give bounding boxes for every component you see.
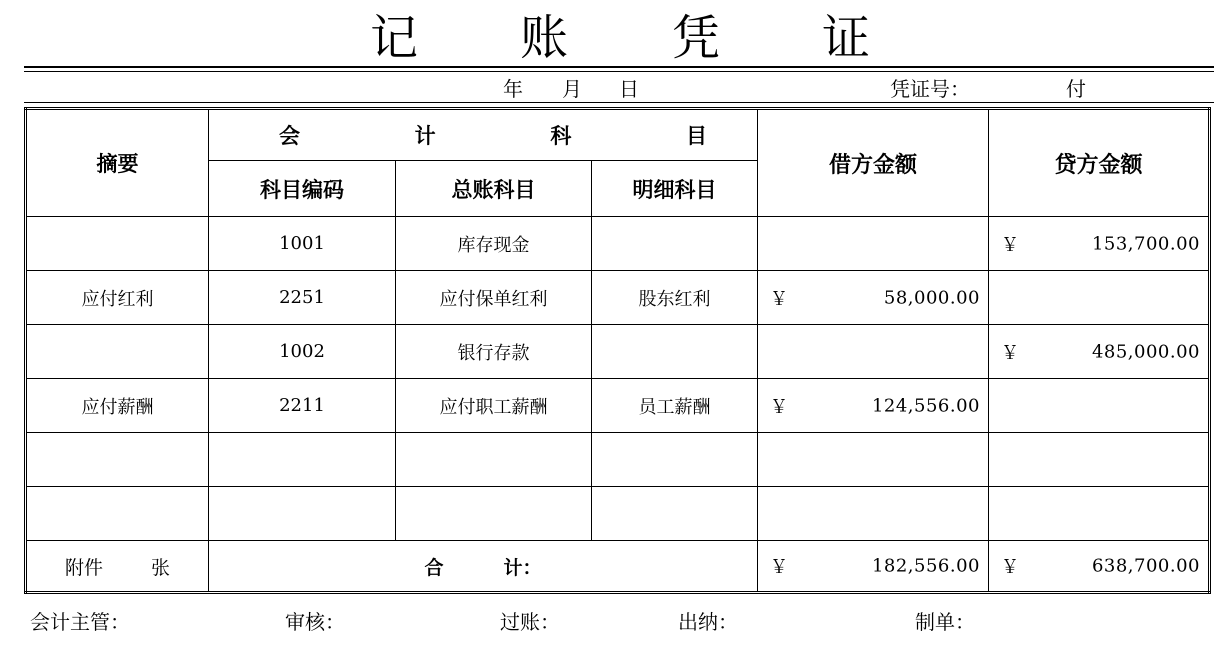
total-label xyxy=(209,541,758,593)
attachments-unit: 张 xyxy=(151,556,171,579)
voucher-type: 付 xyxy=(1066,77,1086,101)
cell-detail xyxy=(592,433,758,487)
cell-credit xyxy=(989,325,1210,379)
cell-debit xyxy=(758,379,989,433)
table-row xyxy=(26,271,1210,325)
header-summary: 摘要 xyxy=(26,109,209,217)
cell-code: 1001 xyxy=(209,217,396,271)
header-debit: 借方金额 xyxy=(758,109,989,217)
cell-general xyxy=(396,433,592,487)
cell-summary xyxy=(26,217,209,271)
date-year: 年 xyxy=(503,77,523,101)
cell-detail xyxy=(592,487,758,541)
yen-sign: ￥ xyxy=(770,557,788,578)
cell-credit xyxy=(989,217,1210,271)
table-row xyxy=(26,487,1210,541)
credit-amount: 485,000.00 xyxy=(1091,341,1200,362)
cell-debit xyxy=(758,217,989,271)
cell-general: 应付保单红利 xyxy=(396,271,592,325)
yen-sign: ￥ xyxy=(1001,557,1019,578)
cell-summary xyxy=(26,433,209,487)
cell-code: 2251 xyxy=(209,271,396,325)
date-month: 月 xyxy=(562,77,582,101)
cell-code xyxy=(209,433,396,487)
cell-summary: 应付薪酬 xyxy=(26,379,209,433)
header-account-group xyxy=(209,109,758,161)
sign-review: 审核： xyxy=(285,610,345,634)
total-credit xyxy=(989,541,1210,593)
attachments-label: 附件 xyxy=(64,556,103,579)
table-row xyxy=(26,325,1210,379)
debit-amount: 124,556.00 xyxy=(871,395,980,416)
header-detail: 明细科目 xyxy=(592,161,758,217)
cell-credit xyxy=(989,433,1210,487)
cell-credit xyxy=(989,379,1210,433)
yen-sign: ￥ xyxy=(770,396,788,418)
cell-detail xyxy=(592,325,758,379)
sign-cashier: 出纳： xyxy=(678,610,738,634)
cell-code xyxy=(209,487,396,541)
voucher-title xyxy=(0,8,1229,68)
header-general: 总账科目 xyxy=(396,161,592,217)
cell-summary xyxy=(26,487,209,541)
total-label-a: 合 xyxy=(424,556,444,579)
header-account-char: 会 xyxy=(279,124,300,148)
cell-general: 应付职工薪酬 xyxy=(396,379,592,433)
header-account-char: 计 xyxy=(414,124,436,148)
title-char: 账 xyxy=(520,10,569,66)
header-account-char: 科 xyxy=(550,124,572,148)
credit-total-amount: 638,700.00 xyxy=(1091,555,1200,577)
cell-code: 1002 xyxy=(209,325,396,379)
cell-code: 2211 xyxy=(209,379,396,433)
totals-row xyxy=(26,541,1210,593)
table-row xyxy=(26,433,1210,487)
cell-debit xyxy=(758,325,989,379)
yen-sign: ￥ xyxy=(770,288,788,310)
cell-credit xyxy=(989,487,1210,541)
title-char: 凭 xyxy=(672,10,721,66)
cell-detail: 股东红利 xyxy=(592,271,758,325)
table-row xyxy=(26,379,1210,433)
cell-detail xyxy=(592,217,758,271)
yen-sign: ￥ xyxy=(1001,342,1019,364)
cell-detail: 员工薪酬 xyxy=(592,379,758,433)
title-char: 证 xyxy=(822,10,871,66)
debit-total-amount: 182,556.00 xyxy=(871,555,980,577)
total-debit xyxy=(758,541,989,593)
yen-sign: ￥ xyxy=(1001,234,1019,256)
sign-posting: 过账： xyxy=(500,610,560,634)
title-rule xyxy=(24,66,1214,68)
attachments-cell xyxy=(26,541,209,593)
cell-general: 库存现金 xyxy=(396,217,592,271)
date-rule xyxy=(24,102,1214,103)
title-rule-thin xyxy=(24,71,1214,72)
sign-preparer: 制单： xyxy=(915,610,975,634)
cell-debit xyxy=(758,487,989,541)
debit-amount: 58,000.00 xyxy=(883,287,980,308)
header-account-char: 目 xyxy=(685,124,707,148)
header-code: 科目编码 xyxy=(209,161,396,217)
cell-debit xyxy=(758,271,989,325)
cell-summary: 应付红利 xyxy=(26,271,209,325)
cell-debit xyxy=(758,433,989,487)
cell-general: 银行存款 xyxy=(396,325,592,379)
voucher-table xyxy=(24,107,1211,594)
title-char: 记 xyxy=(370,10,419,66)
sign-supervisor: 会计主管： xyxy=(30,610,130,634)
voucher-no-label: 凭证号： xyxy=(890,77,970,101)
date-day: 日 xyxy=(619,77,639,101)
table-row xyxy=(26,217,1210,271)
cell-credit xyxy=(989,271,1210,325)
total-label-b: 计： xyxy=(503,556,542,579)
cell-general xyxy=(396,487,592,541)
header-credit: 贷方金额 xyxy=(989,109,1210,217)
cell-summary xyxy=(26,325,209,379)
credit-amount: 153,700.00 xyxy=(1091,233,1200,254)
